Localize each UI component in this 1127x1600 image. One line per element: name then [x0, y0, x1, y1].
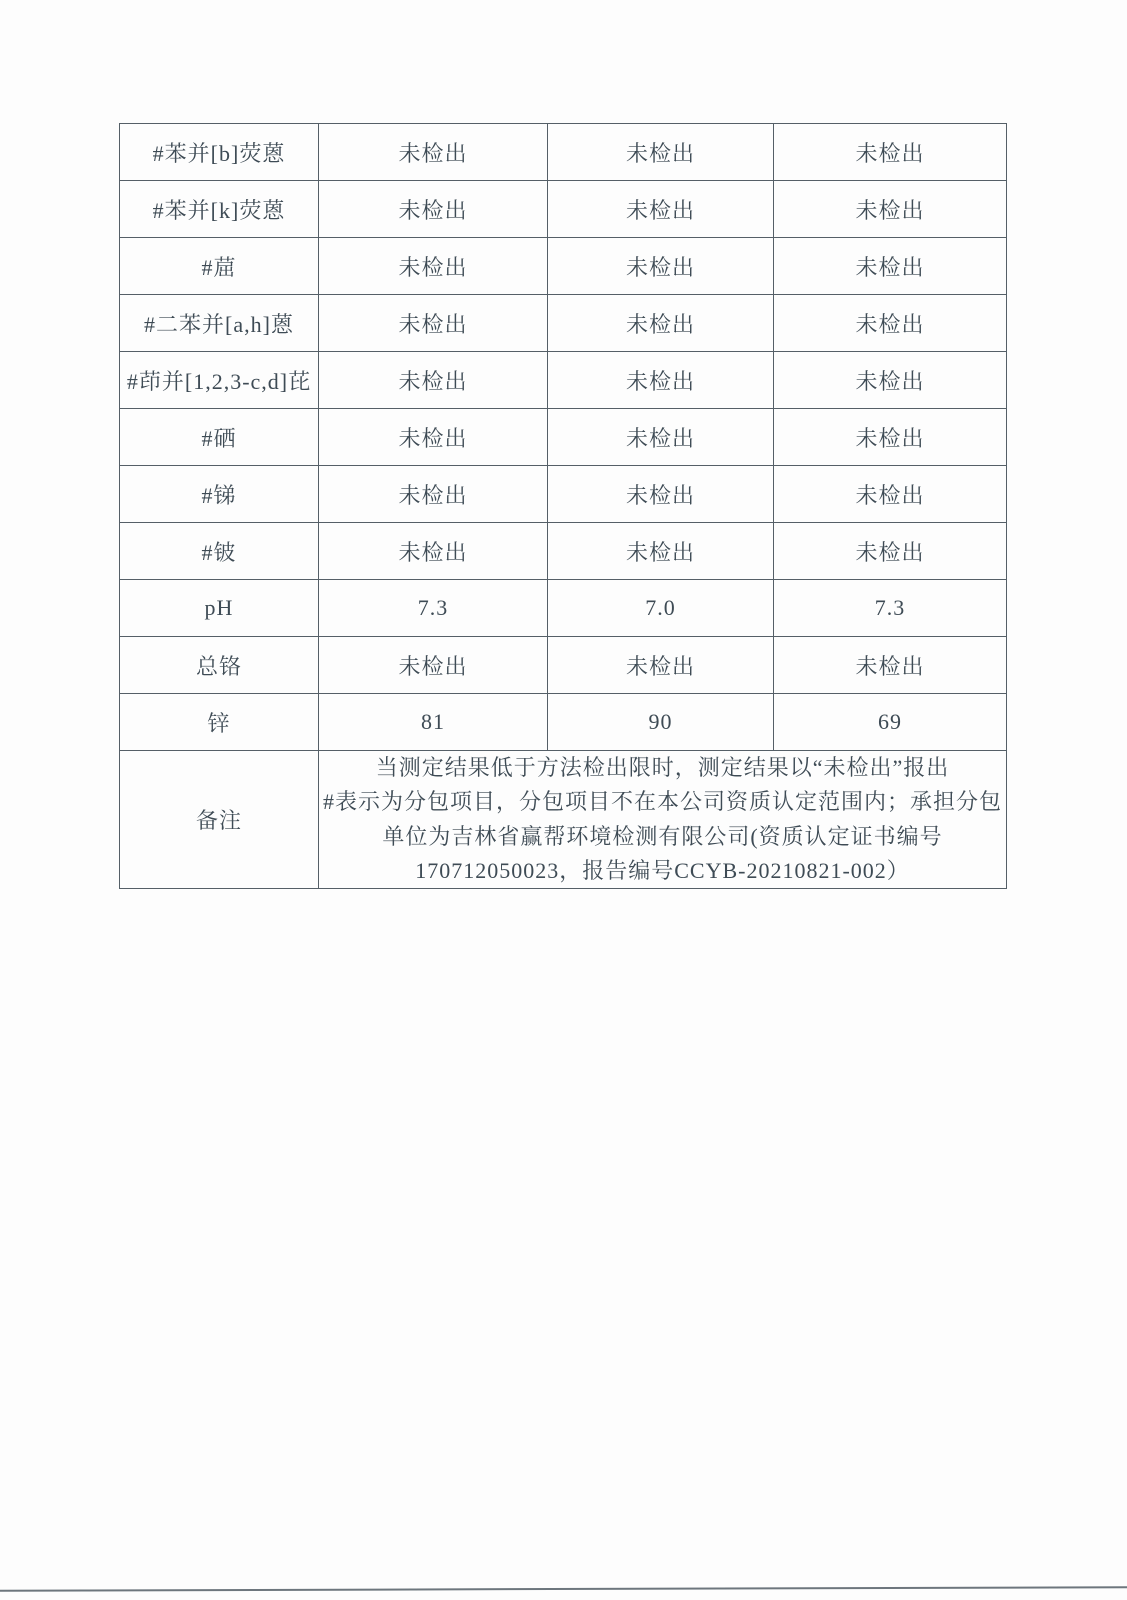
- result-value: 未检出: [548, 466, 774, 523]
- table-row: [120, 637, 1007, 694]
- parameter-name: #䓛: [120, 238, 319, 295]
- result-value: 未检出: [548, 124, 774, 181]
- parameter-name: #锑: [120, 466, 319, 523]
- result-value: 未检出: [319, 466, 548, 523]
- result-value: 未检出: [548, 238, 774, 295]
- results-table: [119, 123, 1007, 889]
- remark-label: 备注: [120, 751, 319, 889]
- result-value: 未检出: [319, 352, 548, 409]
- result-value: 90: [548, 694, 774, 751]
- parameter-name: #硒: [120, 409, 319, 466]
- table-row: [120, 694, 1007, 751]
- result-value: 未检出: [319, 637, 548, 694]
- result-value: 未检出: [319, 295, 548, 352]
- table-row: [120, 238, 1007, 295]
- result-value: 未检出: [774, 238, 1007, 295]
- result-value: 未检出: [548, 523, 774, 580]
- parameter-name: #二苯并[a,h]蒽: [120, 295, 319, 352]
- table-row: [120, 124, 1007, 181]
- parameter-name: 锌: [120, 694, 319, 751]
- table-row: [120, 295, 1007, 352]
- table-row: [120, 466, 1007, 523]
- remark-row: [120, 751, 1007, 889]
- result-value: 未检出: [774, 409, 1007, 466]
- remark-line-1: 当测定结果低于方法检出限时，测定结果以“未检出”报出: [375, 755, 950, 780]
- result-value: 未检出: [774, 637, 1007, 694]
- parameter-name: pH: [120, 580, 319, 637]
- result-value: 未检出: [548, 352, 774, 409]
- remark-text: [319, 751, 1007, 889]
- result-value: 未检出: [548, 409, 774, 466]
- table-row: [120, 409, 1007, 466]
- result-value: 未检出: [319, 181, 548, 238]
- parameter-name: 总铬: [120, 637, 319, 694]
- result-value: 7.3: [319, 580, 548, 637]
- result-value: 未检出: [774, 295, 1007, 352]
- result-value: 未检出: [774, 124, 1007, 181]
- parameter-name: #茚并[1,2,3-c,d]芘: [120, 352, 319, 409]
- result-value: 未检出: [319, 523, 548, 580]
- remark-line-2: #表示为分包项目，分包项目不在本公司资质认定范围内；承担分包单位为吉林省赢帮环境检测有限公司(资质认定证书编号 170712050023，报告编号CCYB-20210821-002）: [322, 789, 1002, 883]
- result-value: 69: [774, 694, 1007, 751]
- result-value: 未检出: [319, 124, 548, 181]
- result-value: 未检出: [774, 523, 1007, 580]
- parameter-name: #铍: [120, 523, 319, 580]
- parameter-name: #苯并[b]荧蒽: [120, 124, 319, 181]
- table-row: [120, 580, 1007, 637]
- table-row: [120, 181, 1007, 238]
- result-value: 未检出: [774, 466, 1007, 523]
- result-value: 7.0: [548, 580, 774, 637]
- result-value: 未检出: [319, 409, 548, 466]
- result-value: 未检出: [548, 637, 774, 694]
- result-value: 7.3: [774, 580, 1007, 637]
- result-value: 未检出: [548, 295, 774, 352]
- result-value: 未检出: [774, 352, 1007, 409]
- result-value: 未检出: [548, 181, 774, 238]
- result-value: 81: [319, 694, 548, 751]
- result-value: 未检出: [774, 181, 1007, 238]
- page-footer-rule: [0, 1586, 1127, 1592]
- parameter-name: #苯并[k]荧蒽: [120, 181, 319, 238]
- table-row: [120, 523, 1007, 580]
- result-value: 未检出: [319, 238, 548, 295]
- table-row: [120, 352, 1007, 409]
